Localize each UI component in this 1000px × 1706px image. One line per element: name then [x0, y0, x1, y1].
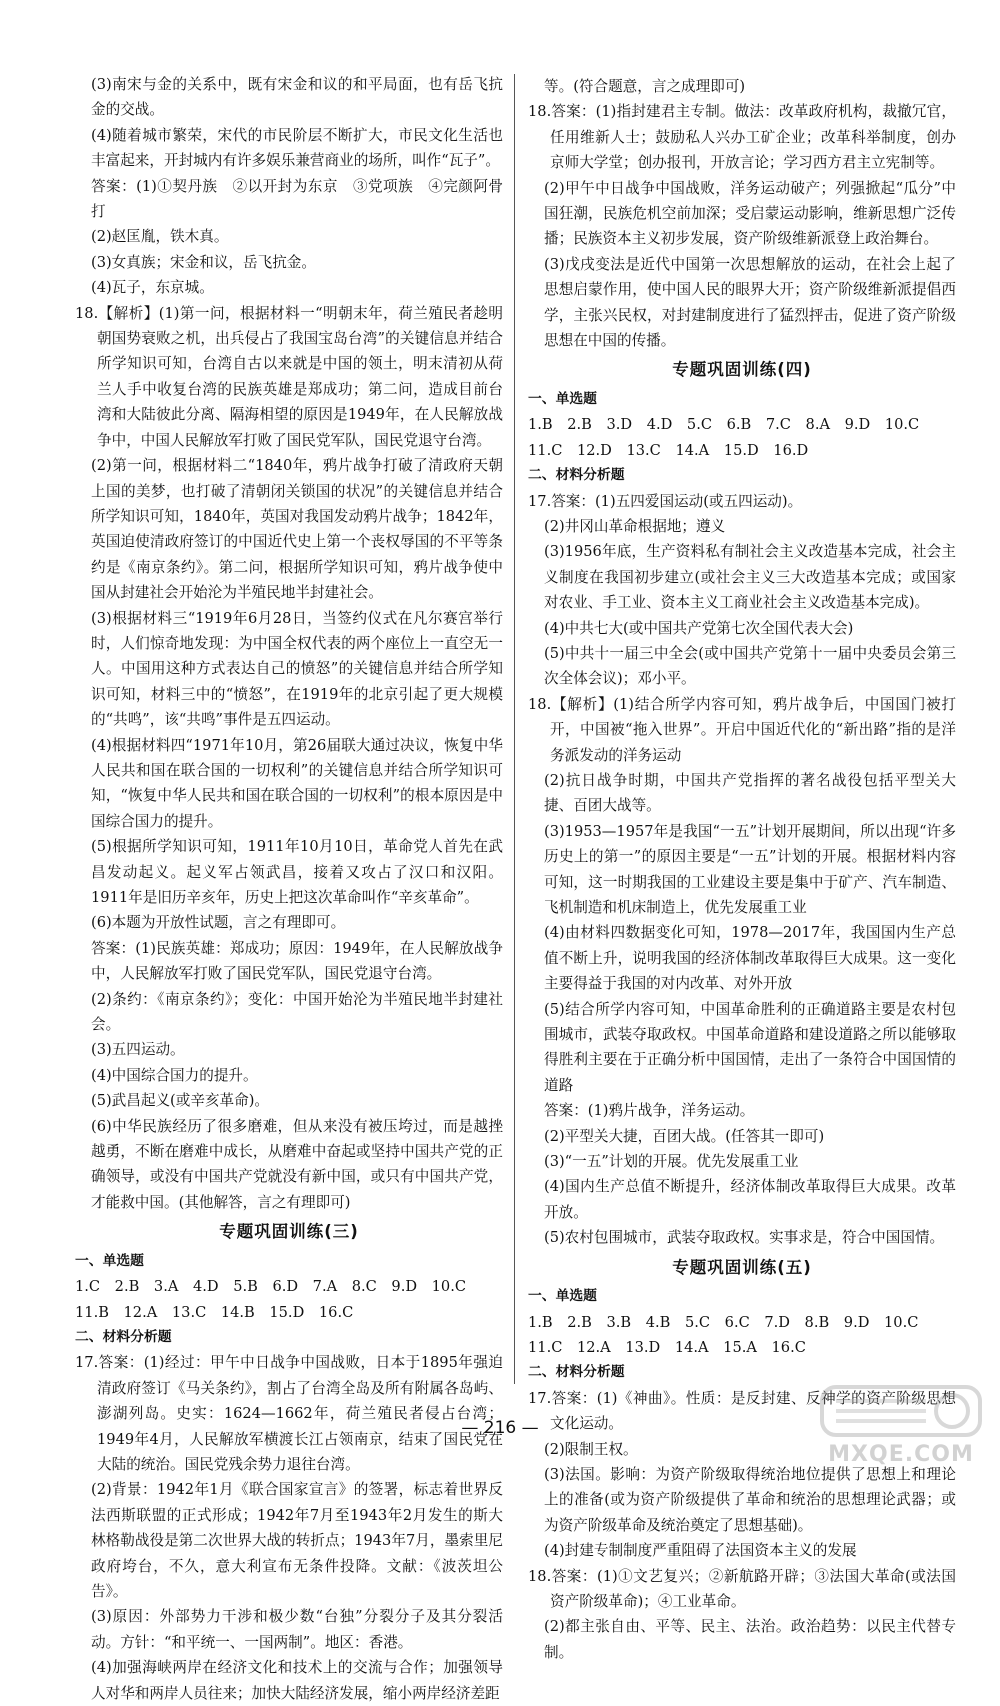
mcq-answers-5-row2: 11.C 12.A 13.D 14.A 15.A 16.C	[528, 1338, 806, 1356]
answer-line: (4)随着城市繁荣，宋代的市民阶层不断扩大，市民文化生活也丰富起来，开封城内有许多娱乐兼营商业的场所，叫作“瓦子”。	[91, 126, 503, 170]
answer-line: 18.答案：(1)①文艺复兴；②新航路开辟；③法国大革命(或法国资产阶级革命)；④工业革命。	[528, 1567, 956, 1610]
answer-line: (4)封建专制制度严重阻碍了法国资本主义的发展	[544, 1542, 857, 1560]
section-title-5: 专题巩固训练(五)	[672, 1257, 812, 1277]
mcq-answers-4-row2: 11.C 12.D 13.C 14.A 15.D 16.D	[528, 441, 809, 459]
answer-line: (4)国内生产总值不断提升，经济体制改革取得巨大成果。改革开放。	[544, 1178, 956, 1221]
mcq-answers-4-row1: 1.B 2.B 3.D 4.D 5.C 6.B 7.C 8.A 9.D 10.C	[528, 416, 920, 434]
answer-line: (3)根据材料三“1919年6月28日，当签约仪式在凡尔赛宫举行时，人们惊奇地发现：为中国全权代表的两个座位上一直空无一人。中国用这种方式表达自己的愤怒”的关键信息并结合所学知识可知，材料三中的“愤怒”，在1919年的北京引起了更大规模的“共鸣”，该“共鸣”事件是五四运动。	[91, 609, 503, 729]
right-answer-lines	[528, 74, 956, 353]
answer-line: (2)都主张自由、平等、民主、法治。政治趋势：以民主代替专制。	[544, 1618, 956, 1661]
answer-line: (5)结合所学内容可知，中国革命胜利的正确道路主要是农村包围城市，武装夺取政权。中国革命道路和建设道路之所以能够取得胜利主要在于正确分析中国国情，走出了一条符合中国国情的道路	[544, 1000, 956, 1094]
material-heading-5: 二、材料分析题	[528, 1364, 625, 1381]
answer-line: (4)瓦子，东京城。	[91, 279, 214, 297]
mcq-heading-3: 一、单选题	[75, 1252, 144, 1269]
answer-line: 答案：(1)①契丹族 ②以开封为东京 ③党项族 ④完颜阿骨打	[91, 177, 503, 221]
answer-line: (3)法国。影响：为资产阶级取得统治地位提供了思想上和理论上的准备(或为资产阶级提供了革命和统治的思想理论武器；或为资产阶级革命及统治奠定了思想基础)。	[544, 1465, 956, 1534]
answer-line: 等。(符合题意，言之成理即可)	[544, 78, 746, 95]
material-heading-4: 二、材料分析题	[528, 467, 625, 484]
answer-line: (2)限制王权。	[544, 1440, 638, 1458]
answer-line: (2)抗日战争时期，中国共产党指挥的著名战役包括平型关大捷、百团大战等。	[544, 771, 956, 815]
answer-line: (3)“一五”计划的开展。优先发展重工业	[544, 1153, 799, 1171]
left-answer-lines	[75, 72, 503, 1215]
answer-line: (4)由材料四数据变化可知，1978—2017年，我国国内生产总值不断上升，说明我国的经济体制改革取得巨大成果。这一变化主要得益于我国的对内改革、对外开放	[544, 924, 956, 993]
material-heading-3: 二、材料分析题	[75, 1328, 172, 1345]
answer-line: 18.答案：(1)指封建君主专制。做法：改革政府机构，裁撤冗官，任用维新人士；鼓励私人兴办工矿企业；改革科举制度，创办京师大学堂；创办报刊，开放言论；学习西方君主立宪制等。	[528, 103, 956, 172]
section-title-4: 专题巩固训练(四)	[672, 360, 812, 380]
answer-line: (6)本题为开放性试题，言之有理即可。	[91, 914, 346, 932]
answer-line: (3)原因：外部势力干涉和极少数“台独”分裂分子及其分裂活动。方针：“和平统一、一国两制”。地区：香港。	[91, 1608, 503, 1651]
answer-line: 18.【解析】(1)第一问，根据材料一“明朝末年，荷兰殖民者趁明朝国势衰败之机，出兵侵占了我国宝岛台湾”的关键信息并结合所学知识可知，台湾自古以来就是中国的领土，明末清初从荷兰人手中收复台湾的民族英雄是郑成功；第二问，造成目前台湾和大陆彼此分离、隔海相望的原因是1949年，在人民解放战争中，中国人民解放军打败了国民党军队，国民党退守台湾。	[75, 304, 503, 449]
answer-line: 17.答案：(1)《神曲》。性质：是反封建、反神学的资产阶级思想文化运动。	[528, 1389, 956, 1433]
mcq-heading-5: 一、单选题	[528, 1288, 597, 1305]
answer-line: (6)中华民族经历了很多磨难，但从来没有被压垮过，而是越挫越勇，不断在磨难中成长，从磨难中奋起或坚持中国共产党的正确领导，或没有中国共产党就没有新中国，或只有中国共产党，才能救中国。(其他解答，言之有理即可)	[91, 1117, 503, 1211]
answer-line: (3)女真族；宋金和议，岳飞抗金。	[91, 253, 316, 271]
section-4-answers	[528, 489, 956, 1251]
answer-line: 答案：(1)民族英雄：郑成功；原因：1949年，在人民解放战争中，人民解放军打败了国民党军队，国民党退守台湾。	[91, 939, 503, 983]
answer-line: (3)1956年底，生产资料私有制社会主义改造基本完成，社会主义制度在我国初步建立(或社会主义三大改造基本完成；或国家对农业、手工业、资本主义工商业社会主义改造基本完成)。	[544, 543, 956, 612]
page-number: — 216 —	[461, 1418, 539, 1438]
watermark-site: MXQE.COM	[828, 1442, 974, 1467]
section-3-answers	[75, 1350, 503, 1706]
answer-line: (5)武昌起义(或辛亥革命)。	[91, 1092, 269, 1110]
answer-line: (4)加强海峡两岸在经济文化和技术上的交流与合作；加强领导人对华和两岸人员往来；加快大陆经济发展，缩小两岸经济差距	[91, 1659, 503, 1702]
answer-line: 17.答案：(1)五四爱国运动(或五四运动)。	[528, 492, 803, 510]
answer-line: (4)根据材料四“1971年10月，第26届联大通过决议，恢复中华人民共和国在联合国的一切权利”的关键信息并结合所学知识可知，“恢复中华人民共和国在联合国的一切权利”的根本原因是中国综合国力的提升。	[91, 736, 503, 830]
watermark-logo	[816, 1383, 986, 1467]
column-divider	[514, 74, 515, 1384]
answer-line: (2)第一问，根据材料二“1840年，鸦片战争打破了清政府天朝上国的美梦，也打破了清朝闭关锁国的状况”的关键信息并结合所学知识可知，1840年，英国对我国发动鸦片战争；1842年，英国迫使清政府签订的中国近代史上第一个丧权辱国的不平等条约是《南京条约》。第二问，根据所学知识可知，鸦片战争使中国从封建社会开始沦为半殖民地半封建社会。	[91, 457, 503, 602]
answer-line: (2)赵匡胤，铁木真。	[91, 228, 229, 246]
answer-line: (2)甲午中日战争中国战败，洋务运动破产；列强掀起“瓜分”中国狂潮，民族危机空前加深；受启蒙运动影响，维新思想广泛传播；民族资本主义初步发展，资产阶级维新派登上政治舞台。	[544, 179, 956, 248]
left-column	[75, 72, 503, 1706]
answer-line: (2)背景：1942年1月《联合国家宣言》的签署，标志着世界反法西斯联盟的正式形成；1942年7月至1943年2月发生的斯大林格勒战役是第二次世界大战的转折点；1943年7月，墨索里尼政府垮台，不久，意大利宣布无条件投降。文献：《波茨坦公告》。	[91, 1481, 503, 1600]
answer-line: (3)1953—1957年是我国“一五”计划开展期间，所以出现“许多历史上的第一”的原因主要是“一五”计划的开展。根据材料内容可知，这一时期我国的工业建设主要是集中于矿产、汽车制造、飞机制造和机床制造上，优先发展重工业	[544, 822, 956, 916]
answer-line: (2)井冈山革命根据地；遵义	[544, 517, 726, 535]
mcq-answers-3-row2: 11.B 12.A 13.C 14.B 15.D 16.C	[75, 1303, 354, 1321]
answer-line: (2)条约：《南京条约》；变化：中国开始沦为半殖民地半封建社会。	[91, 990, 503, 1034]
answer-line: (4)中国综合国力的提升。	[91, 1066, 258, 1084]
mcq-answers-3-row1: 1.C 2.B 3.A 4.D 5.B 6.D 7.A 8.C 9.D 10.C	[75, 1278, 466, 1296]
answer-line: (5)中共十一届三中全会(或中国共产党第十一届中央委员会第三次全体会议)；邓小平。	[544, 644, 956, 688]
mcq-heading-4: 一、单选题	[528, 390, 597, 407]
answer-line: (3)戊戌变法是近代中国第一次思想解放的运动，在社会上起了思想启蒙作用，使中国人民的眼界大开；资产阶级维新派提倡西学，主张兴民权，对封建制度进行了猛烈抨击，促进了资产阶级思想在中国的传播。	[544, 255, 956, 350]
answer-line: (5)农村包围城市，武装夺取政权。实事求是，符合中国国情。	[544, 1229, 945, 1247]
answer-line: 答案：(1)鸦片战争，洋务运动。	[544, 1102, 755, 1120]
watermark-badge-icon	[816, 1383, 986, 1439]
section-title-3: 专题巩固训练(三)	[219, 1222, 359, 1242]
answer-line: 18.【解析】(1)结合所学内容可知，鸦片战争后，中国国门被打开，中国被“拖入世界”。开启中国近代化的“新出路”指的是洋务派发动的洋务运动	[528, 695, 956, 764]
answer-line: 17.答案：(1)经过：甲午中日战争中国战败，日本于1895年强迫清政府签订《马关条约》，割占了台湾全岛及所有附属各岛屿、澎湖列岛。史实：1624—1662年，荷兰殖民者侵占台湾；1949年4月，人民解放军横渡长江占领南京，结束了国民党在大陆的统治。国民党残余势力退往台湾。	[75, 1354, 503, 1473]
answer-line: (2)平型关大捷，百团大战。(任答其一即可)	[544, 1127, 825, 1145]
answer-line: (5)根据所学知识可知，1911年10月10日，革命党人首先在武昌发动起义。起义军占领武昌，接着又攻占了汉口和汉阳。1911年是旧历辛亥年，历史上把这次革命叫作“辛亥革命”。	[91, 838, 503, 906]
mcq-answers-5-row1: 1.B 2.B 3.B 4.B 5.C 6.C 7.D 8.B 9.D 10.C	[528, 1313, 919, 1331]
answer-line: (3)南宋与金的关系中，既有宋金和议的和平局面，也有岳飞抗金的交战。	[91, 76, 503, 119]
answer-line: (3)五四运动。	[91, 1041, 185, 1059]
answer-line: (4)中共七大(或中国共产党第七次全国代表大会)	[544, 619, 854, 637]
